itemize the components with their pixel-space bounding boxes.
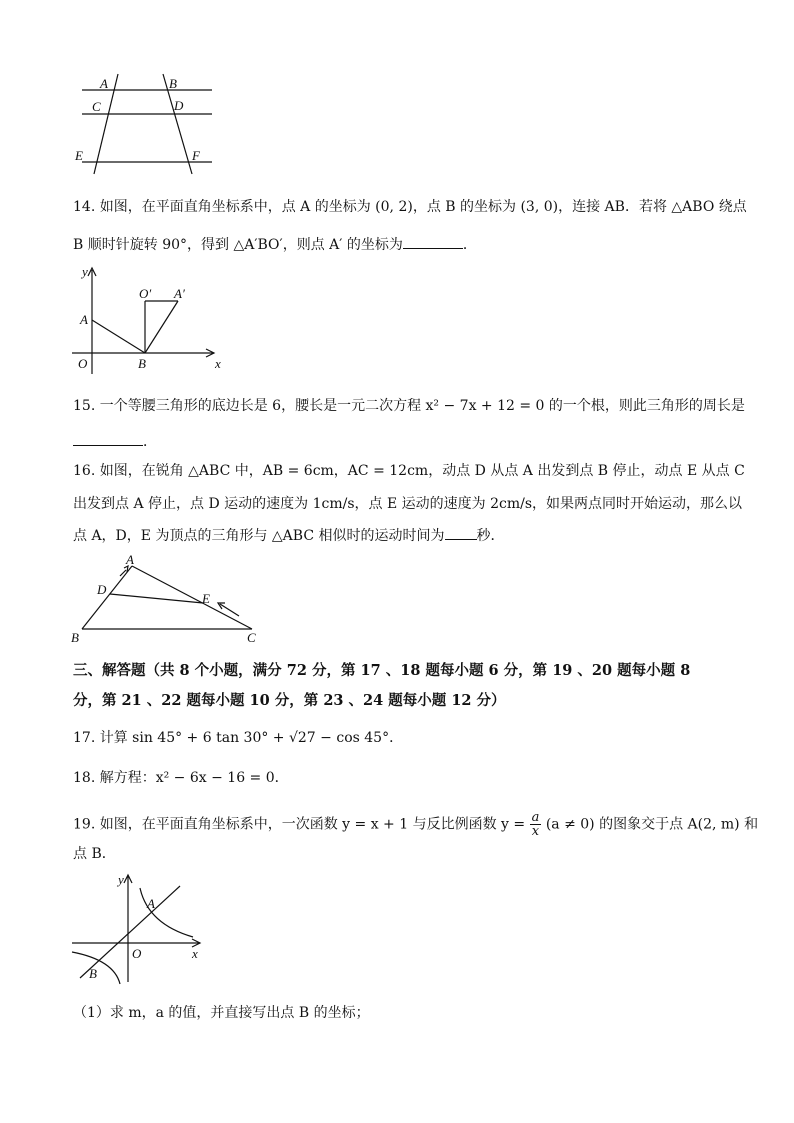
q16-triangle-figure [68, 552, 268, 646]
q19-prefix: 19. 如图，在平面直角坐标系中，一次函数 y = x + 1 与反比例函数 y = [73, 816, 526, 833]
q14-coordinate-figure [68, 262, 228, 382]
q19-line1 [73, 811, 758, 838]
q14-line2-text: B 顺时针旋转 90°，得到 △A′BO′，则点 A′ 的坐标为 [73, 237, 403, 253]
answer-blank-15[interactable] [73, 431, 143, 446]
label-F: F [192, 148, 200, 163]
fraction-numerator: a [531, 810, 540, 825]
y-axis-label: y [118, 872, 124, 887]
q15-line2 [73, 431, 157, 452]
answer-blank-14[interactable] [403, 234, 463, 249]
q18-text: 18. 解方程：x² − 6x − 16 = 0． [73, 770, 289, 786]
q14-period: ． [462, 237, 477, 253]
point-A-label: A [147, 896, 155, 911]
section3-heading-line1: 三、解答题（共 8 个小题，满分 72 分，第 17 、18 题每小题 6 分，第 19 、20 题每小题 8 [73, 662, 691, 679]
label-B: B [169, 76, 177, 91]
label-A: A [100, 76, 108, 91]
vertex-B-label: B [71, 630, 79, 645]
label-E: E [75, 148, 83, 163]
point-D-label: D [97, 582, 107, 597]
q16-line1: 16. 如图，在锐角 △ABC 中，AB = 6cm，AC = 12cm，动点 D 从点 A 出发到点 B 停止，动点 E 从点 C [73, 463, 745, 479]
answer-blank-16[interactable] [445, 525, 477, 540]
q15-period: ． [143, 434, 157, 450]
origin-label: O [132, 946, 142, 961]
origin-label: O [78, 356, 88, 371]
point-B-label: B [138, 356, 146, 371]
label-C: C [92, 99, 101, 114]
point-A-prime-label: A′ [174, 286, 185, 301]
point-B-label: B [89, 966, 97, 981]
x-axis-label: x [192, 946, 198, 961]
point-O-prime-label: O′ [139, 286, 152, 301]
q17-text: 17. 计算 sin 45° + 6 tan 30° + √27 − cos 45°． [73, 730, 404, 746]
q16-line2: 出发到点 A 停止，点 D 运动的速度为 1cm/s，点 E 运动的速度为 2cm/s，如果两点同时开始运动，那么以 [73, 496, 743, 512]
q16-suffix: 秒． [476, 528, 505, 544]
vertex-A-label: A [126, 552, 134, 567]
point-A-label: A [80, 312, 88, 327]
section3-heading-line2: 分，第 21 、22 题每小题 10 分，第 23 、24 题每小题 12 分） [73, 692, 506, 709]
q19-suffix: (a ≠ 0) 的图象交于点 A(2, m) 和 [545, 816, 759, 833]
q19-function-graph [68, 868, 218, 986]
parallel-lines-figure [70, 66, 220, 176]
label-D: D [174, 98, 184, 113]
point-E-label: E [202, 591, 210, 606]
q19-part1-text: （1）求 m，a 的值，并直接写出点 B 的坐标； [73, 1005, 370, 1021]
q14-line1: 14. 如图，在平面直角坐标系中，点 A 的坐标为 (0, 2)，点 B 的坐标为 (3, 0)，连接 AB．若将 △ABO 绕点 [73, 199, 747, 215]
q16-line3 [73, 525, 505, 546]
y-axis-label: y [82, 264, 88, 279]
q15-line1: 15. 一个等腰三角形的底边长是 6，腰长是一元二次方程 x² − 7x + 12 = 0 的一个根，则此三角形的周长是 [73, 398, 745, 414]
q16-line3-text: 点 A，D，E 为顶点的三角形与 △ABC 相似时的运动时间为 [73, 528, 445, 544]
vertex-C-label: C [247, 630, 256, 645]
fraction-denominator: x [531, 824, 540, 839]
fraction-a-over-x [530, 811, 542, 838]
q14-line2 [73, 234, 477, 255]
q19-line2: 点 B． [73, 846, 116, 862]
x-axis-label: x [215, 356, 221, 371]
